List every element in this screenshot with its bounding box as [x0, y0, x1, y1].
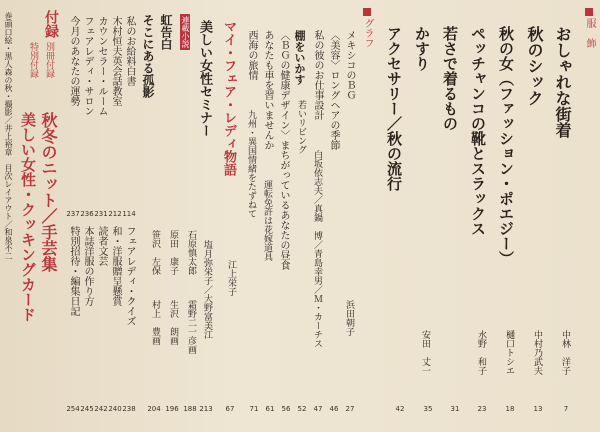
feature-entry[interactable]	[198, 20, 211, 137]
toc-entry[interactable]	[262, 30, 272, 150]
supplement-title[interactable]	[40, 112, 56, 272]
section-header-graph	[362, 8, 372, 48]
page-number: 254	[66, 405, 80, 413]
page-number: 35	[423, 405, 433, 413]
entry-author: 水野 和子	[476, 330, 486, 375]
toc-entry[interactable]	[82, 226, 92, 306]
entry-author: 浜田朝子	[344, 300, 354, 336]
page-number: 242	[94, 405, 108, 413]
entry-title: 秋の女（ファッション・ポエジー）	[497, 26, 515, 266]
page-number: 47	[313, 405, 323, 413]
entry-title: 私の彼のお仕事設計	[312, 30, 323, 120]
page-number: 238	[122, 405, 136, 413]
entry-title: マイ・フェア・レディ物語	[221, 20, 236, 176]
credits: 巻頭口絵・黒人森の秋・撮影／井上裕章 目次レイアウト／和泉不二	[4, 12, 13, 260]
page-number: 212	[108, 210, 122, 218]
toc-entry[interactable]	[312, 30, 322, 120]
page-number: 71	[249, 405, 259, 413]
page-number: 67	[225, 405, 235, 413]
entry-title: そこにある孤影	[141, 14, 155, 98]
toc-entry[interactable]	[442, 26, 457, 131]
entry-title: 今月のあなたの運勢	[68, 16, 79, 106]
toc-entry[interactable]	[344, 30, 354, 100]
section-header-fashion	[584, 8, 594, 48]
toc-entry[interactable]	[110, 16, 120, 106]
supplement-title[interactable]	[20, 112, 35, 322]
page-number: 18	[505, 405, 515, 413]
entry-title: 美しい女性セミナー	[197, 20, 212, 137]
serial-title[interactable]	[142, 14, 154, 98]
entry-title: 読者文芸	[96, 226, 107, 266]
entry-title: かすり	[413, 26, 431, 71]
entry-author: 運転免許は花嫁道具	[262, 180, 272, 261]
page-number: 237	[66, 210, 80, 218]
serial-author: 笹沢 左保	[150, 230, 160, 275]
serial-author: 原田 康子	[168, 230, 178, 275]
page-number: 245	[80, 405, 94, 413]
page-number: 56	[281, 405, 291, 413]
toc-entry[interactable]	[414, 26, 429, 71]
toc-entry[interactable]	[498, 26, 513, 266]
section-label: グラフ	[362, 18, 373, 48]
section-marker-icon	[363, 8, 371, 16]
serial-illustrator: 霜野二一彦画	[186, 300, 196, 354]
entry-title: フェアレディ・クイズ	[124, 226, 135, 326]
toc-entry[interactable]	[68, 226, 78, 316]
entry-title: 虹告白	[159, 14, 173, 50]
entry-title: カウンセラー・ルーム	[96, 16, 107, 116]
entry-title: 〈美容〉ロングヘアの季節	[328, 30, 339, 150]
serial-title[interactable]	[160, 14, 172, 50]
toc-entry[interactable]	[470, 26, 485, 236]
toc-entry[interactable]	[294, 30, 305, 85]
supplement-sub: 特別付録	[28, 42, 38, 78]
entry-author: 江上栄子	[226, 260, 236, 296]
entry-title: メキシコのＢＧ	[344, 30, 355, 100]
page-number: 213	[199, 405, 213, 413]
entry-author: 中林 洋子	[560, 330, 570, 375]
page-number: 188	[183, 405, 197, 413]
toc-entry[interactable]	[554, 26, 570, 138]
supplement-sub: 別冊付録	[44, 42, 54, 78]
entry-title: 棚をいかす	[293, 30, 306, 85]
toc-entry[interactable]	[110, 226, 120, 306]
toc-entry[interactable]	[96, 226, 106, 266]
serial-author: 石原慎太郎	[186, 230, 196, 275]
page-number: 13	[533, 405, 543, 413]
page-number: 27	[345, 405, 355, 413]
entry-title: 〈ＢＧの健康デザイン〉まちがっているあなたの昼食	[278, 30, 289, 270]
entry-title: 秋冬のニット／手芸集	[39, 112, 58, 272]
page-number: 61	[265, 405, 275, 413]
entry-author: 白坂依志夫／真鍋 博／青島幸男／Ｍ・カーチス	[312, 150, 322, 348]
page-number: 7	[563, 405, 569, 413]
entry-title: 若さで着るもの	[441, 26, 459, 131]
toc-entry[interactable]	[386, 26, 401, 191]
entry-title: 西海の旅情	[246, 30, 257, 80]
entry-title: 美しい女性・クッキングカード	[19, 112, 37, 322]
entry-author: 安田 丈一	[420, 330, 430, 375]
entry-title: 本誌洋服の作り方	[82, 226, 93, 306]
toc-entry[interactable]	[526, 26, 542, 106]
section-label: 服 飾	[584, 18, 595, 48]
page-number: 196	[165, 405, 179, 413]
toc-entry[interactable]	[124, 16, 134, 86]
toc-entry[interactable]	[328, 30, 338, 150]
supplement-label: 付録	[43, 10, 59, 38]
page-number: 236	[80, 210, 94, 218]
entry-title: おしゃれな街着	[553, 26, 572, 138]
entry-author: 中村乃武夫	[532, 330, 542, 375]
serial-illustrator: 生沢 朗画	[168, 300, 178, 345]
page-number: 23	[477, 405, 487, 413]
page-number: 231	[94, 210, 108, 218]
entry-title: 和・洋服贈呈懸賞	[110, 226, 121, 306]
page-number: 204	[147, 405, 161, 413]
entry-title: 木村恒夫英会話教室	[110, 16, 121, 106]
page-number: 46	[329, 405, 339, 413]
entry-title: 秋のシック	[525, 26, 544, 106]
toc-entry[interactable]	[124, 226, 134, 326]
entry-title: アクセサリー／秋の流行	[385, 26, 403, 191]
entry-author: 若いリビング	[296, 100, 306, 154]
page-number: 42	[395, 405, 405, 413]
entry-title: フェアレディ・サロン	[82, 16, 93, 116]
entry-author: 樋口トシエ	[504, 330, 514, 375]
entry-title: 特別招待・編集日記	[68, 226, 79, 316]
page-number: 114	[122, 210, 136, 218]
entry-author: 九州・異国情緒をたずねて	[246, 110, 256, 218]
entry-title: 私のお給料白書	[124, 16, 135, 86]
page-number: 31	[450, 405, 460, 413]
toc-entry[interactable]	[278, 30, 288, 270]
serial-illustrator: 村上 豊画	[150, 300, 160, 345]
entry-title: あなたも車を習いませんか	[262, 30, 273, 150]
toc-entry[interactable]	[68, 16, 78, 106]
toc-entry[interactable]	[96, 16, 106, 116]
page-number: 240	[108, 405, 122, 413]
page-number: 52	[297, 405, 307, 413]
entry-author: 塩月弥栄子／大野富美江	[202, 240, 212, 339]
serial-label: 連載小説	[181, 16, 190, 48]
feature-entry[interactable]	[222, 20, 235, 176]
toc-entry[interactable]	[246, 30, 256, 80]
entry-title: ペッチャンコの靴とスラックス	[469, 26, 487, 236]
section-marker-icon	[585, 8, 593, 16]
toc-entry[interactable]	[82, 16, 92, 116]
